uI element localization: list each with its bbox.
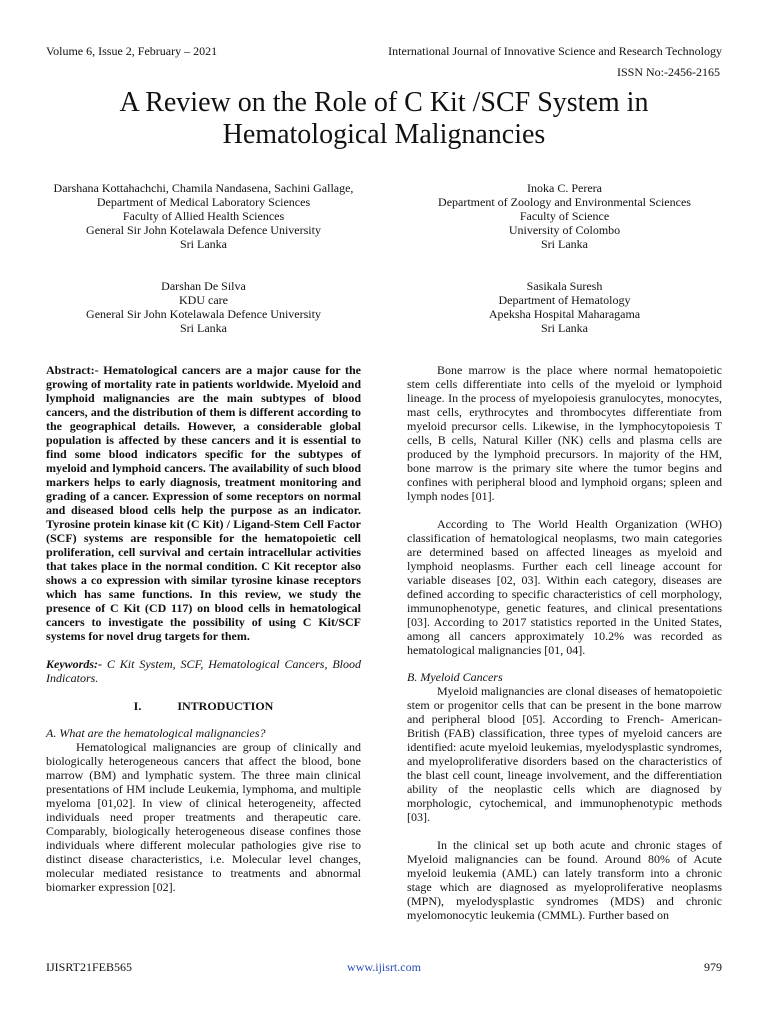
affiliation-line: Department of Hematology xyxy=(498,293,631,307)
affiliation-line: KDU care xyxy=(179,293,228,307)
left-column xyxy=(46,363,361,894)
subsection-heading: A. What are the hematological malignancies? xyxy=(46,726,266,740)
section-number: I. xyxy=(133,699,142,713)
journal-name: International Journal of Innovative Science and Research Technology xyxy=(388,44,722,58)
affiliation-line: Apeksha Hospital Maharagama xyxy=(488,307,641,321)
section-title: INTRODUCTION xyxy=(177,699,274,713)
paragraph: Hematological malignancies are group of clinically and biologically heterogeneous cancers that affect the blood, bone marrow (BM) and lymphatic system. The three main clinical presentations of HM include Leukemia, lymphoma, and multiple myeloma [01,02]. In view of clinical heterogeneity, affected individuals need proper treatments and therapeutic care. Comparably, biologically heterogeneous disease confines those individuals where different molecular pathologies give rise to distinct disease characteristics, i.e. Molecular level changes, molecular mediated resistance to treatments and abnormal biomarker expression [02]. xyxy=(46,740,361,894)
affiliation-line: Department of Zoology and Environmental Sciences xyxy=(438,195,691,209)
keywords-text: C Kit System, SCF, Hematological Cancers, Blood Indicators. xyxy=(46,657,361,685)
affiliation-line: Sri Lanka xyxy=(180,237,227,251)
paragraph: According to The World Health Organization (WHO) classification of hematological neoplasms, two main categories are determined based on affected lineages as myeloid and lymphoid neoplasms. Further each cell lineage account for variable diseases [02, 03]. Within each category, diseases are defined according to specific characteristics of cell morphology, immunophenotype, genetic features, and clinical presentations [03]. According to 2017 statistics reported in the United States, among all cancers approximately 10.2% was recorded as hematological malignancies [01, 04]. xyxy=(407,517,722,657)
affiliation-line: Darshana Kottahachchi, Chamila Nandasena, Sachini Gallage, xyxy=(53,181,354,195)
page-number: 979 xyxy=(704,960,722,974)
affiliation-line: Sri Lanka xyxy=(541,321,588,335)
affiliation-line: University of Colombo xyxy=(508,223,621,237)
affiliation-line: Department of Medical Laboratory Sciences xyxy=(96,195,311,209)
affiliation-line: Inoka C. Perera xyxy=(527,181,602,195)
affiliation-line: General Sir John Kotelawala Defence University xyxy=(86,223,321,237)
keywords-label: Keywords:- xyxy=(46,657,102,671)
issn: ISSN No:-2456-2165 xyxy=(616,65,720,79)
subsection-heading: B. Myeloid Cancers xyxy=(407,670,503,684)
keywords xyxy=(46,657,361,685)
affiliation-line: Sasikala Suresh xyxy=(526,279,603,293)
affiliation-1 xyxy=(46,181,361,251)
affiliation-line: General Sir John Kotelawala Defence University xyxy=(86,307,321,321)
affiliation-line: Sri Lanka xyxy=(541,237,588,251)
affiliation-2 xyxy=(407,181,722,251)
paragraph: Myeloid malignancies are clonal diseases of hematopoietic stem or progenitor cells that can be present in the bone marrow and peripheral blood [05]. According to French- American-British (FAB) classification, three types of myeloid cancers are identified: acute myeloid leukemias, myelodysplastic syndromes, and myeloproliferative disorders based on the characteristics of the blast cell count, lineage involvement, and the differentiation ability of the neoplastic cells which are diagnosed by morphologic, cytochemical, and immunophenotypic methods [03]. xyxy=(407,684,722,824)
abstract: Abstract:- Hematological cancers are a major cause for the growing of mortality rate in patients worldwide. Myeloid and lymphoid malignancies are the main subtypes of blood cancers, and the distribution of them is different according to the geographical details. However, a considerable global population is affected by these cancers and it is essential to find some blood indicators specific for the subtypes of myeloid and lymphoid cancers. The availability of such blood markers helps to early diagnosis, treatment monitoring and grading of a cancer. Expression of some receptors on normal and diseased blood cells help the purpose as an indicator. Tyrosine protein kinase kit (C Kit) / Ligand-Stem Cell Factor (SCF) systems are responsible for the hematopoietic cell proliferation, cell survival and certain intracellular activities that takes place in the normal condition. C Kit receptor also shows a co expression with similar tyrosine kinase receptors which has same functions. In this review, we study the presence of C Kit (CD 117) on blood cells in hematological cancers to investigate the possibility of using C Kit/SCF systems for novel drug targets for them. xyxy=(46,363,361,643)
right-column xyxy=(407,363,722,922)
paper-title xyxy=(40,87,728,151)
title-line-2: Hematological Malignancies xyxy=(222,119,546,150)
website-link[interactable]: www.ijisrt.com xyxy=(347,960,421,974)
paragraph: In the clinical set up both acute and chronic stages of Myeloid malignancies can be found. Around 80% of Acute myeloid leukemia (AML) can lately transform into a chronic stage which are diagnosed as myeloproliferative neoplasms (MPN), myelodysplastic syndromes (MDS) and chronic myelomonocytic leukemia (CMML). Further based on xyxy=(407,838,722,922)
affiliation-line: Faculty of Allied Health Sciences xyxy=(122,209,285,223)
title-line-1: A Review on the Role of C Kit /SCF System in xyxy=(119,87,649,118)
affiliation-4 xyxy=(407,279,722,335)
affiliation-line: Sri Lanka xyxy=(180,321,227,335)
affiliation-3 xyxy=(46,279,361,335)
paper-code: IJISRT21FEB565 xyxy=(46,960,132,974)
section-heading xyxy=(46,699,361,713)
affiliation-line: Faculty of Science xyxy=(519,209,610,223)
affiliation-line: Darshan De Silva xyxy=(161,279,246,293)
volume-issue: Volume 6, Issue 2, February – 2021 xyxy=(46,44,218,58)
paragraph: Bone marrow is the place where normal hematopoietic stem cells differentiate into cells of the myeloid or lymphoid lineage. In the process of myelopoiesis granulocytes, monocytes, mast cells, erythrocytes and thrombocytes differentiate from myeloid precursor cells. Likewise, in the lymphocytopoiesis T cells, B cells, Natural Killer (NK) cells and plasma cells are produced by the lymphoid precursors. In majority of the HM, bone marrow is the primary site where the tumor begins and confines with peripheral blood and lymphoid organs; spleen and lymph nodes [01]. xyxy=(407,363,722,503)
